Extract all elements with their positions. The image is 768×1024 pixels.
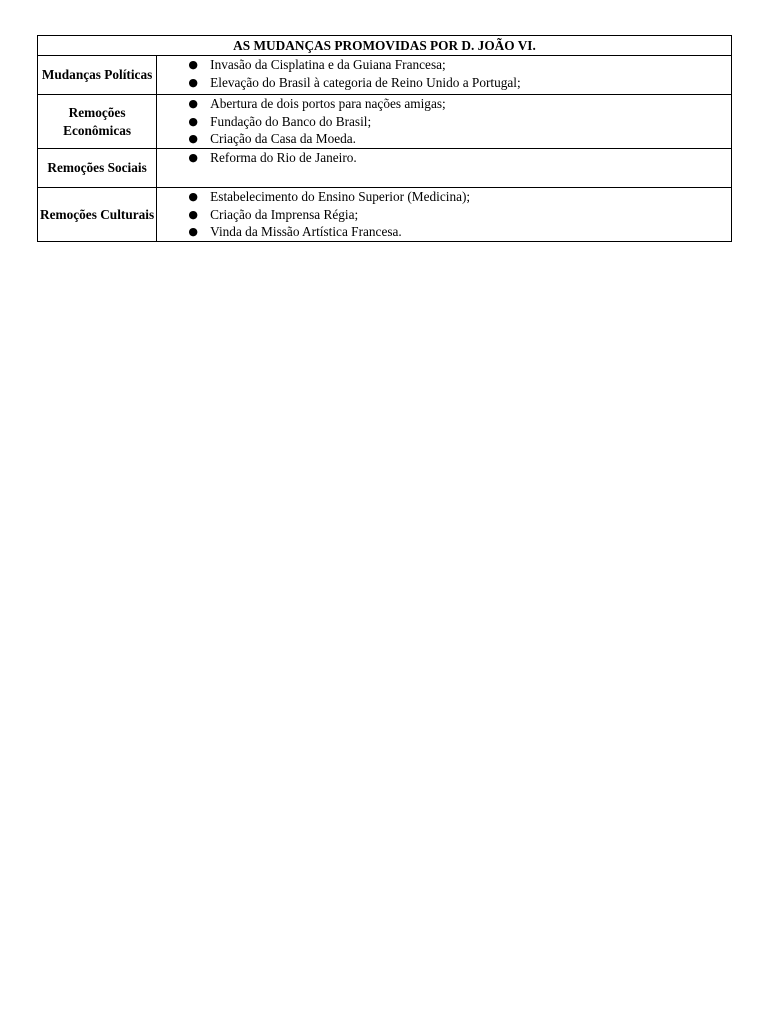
items-cell <box>157 56 732 95</box>
items-cell <box>157 95 732 149</box>
list-item-text: Invasão da Cisplatina e da Guiana Francesa; <box>210 57 446 72</box>
bullet-dot-icon: ● <box>188 132 198 145</box>
list-item-text: Abertura de dois portos para nações amigas; <box>210 96 446 111</box>
table-row <box>38 188 732 242</box>
list-item <box>157 188 731 206</box>
bullet-dot-icon: ● <box>188 75 198 89</box>
list-item <box>157 149 731 167</box>
bullet-dot-icon: ● <box>188 151 198 164</box>
list-item <box>157 74 731 92</box>
list-item-text: Elevação do Brasil à categoria de Reino Unido a Portugal; <box>210 74 521 90</box>
table-row <box>38 95 732 149</box>
table-row <box>38 56 732 95</box>
items-cell <box>157 188 732 242</box>
item-list <box>157 188 731 241</box>
category-label: Remoções Econômicas <box>38 95 157 149</box>
list-item <box>157 206 731 224</box>
table-title-row <box>38 36 732 56</box>
list-item-text: Fundação do Banco do Brasil; <box>210 113 372 129</box>
bullet-dot-icon: ● <box>188 207 198 221</box>
bullet-dot-icon: ● <box>188 114 198 128</box>
item-list <box>157 56 731 91</box>
bullet-dot-icon: ● <box>188 190 198 203</box>
list-item-text: Criação da Casa da Moeda. <box>210 131 356 146</box>
item-list <box>157 149 731 167</box>
list-item <box>157 95 731 113</box>
category-label: Mudanças Políticas <box>38 56 157 95</box>
item-list <box>157 95 731 148</box>
list-item-text: Vinda da Missão Artística Francesa. <box>210 224 402 239</box>
list-item <box>157 113 731 131</box>
list-item <box>157 223 731 241</box>
list-item <box>157 130 731 148</box>
items-cell <box>157 149 732 188</box>
category-label: Remoções Culturais <box>38 188 157 242</box>
category-label: Remoções Sociais <box>38 149 157 188</box>
bullet-dot-icon: ● <box>188 58 198 71</box>
list-item-text: Criação da Imprensa Régia; <box>210 206 359 222</box>
bullet-dot-icon: ● <box>188 97 198 110</box>
table-row <box>38 149 732 188</box>
changes-table <box>37 35 732 242</box>
list-item-text: Estabelecimento do Ensino Superior (Medicina); <box>210 189 471 204</box>
list-item-text: Reforma do Rio de Janeiro. <box>210 150 357 165</box>
list-item <box>157 56 731 74</box>
table-title: AS MUDANÇAS PROMOVIDAS POR D. JOÃO VI. <box>38 36 732 56</box>
bullet-dot-icon: ● <box>188 225 198 238</box>
